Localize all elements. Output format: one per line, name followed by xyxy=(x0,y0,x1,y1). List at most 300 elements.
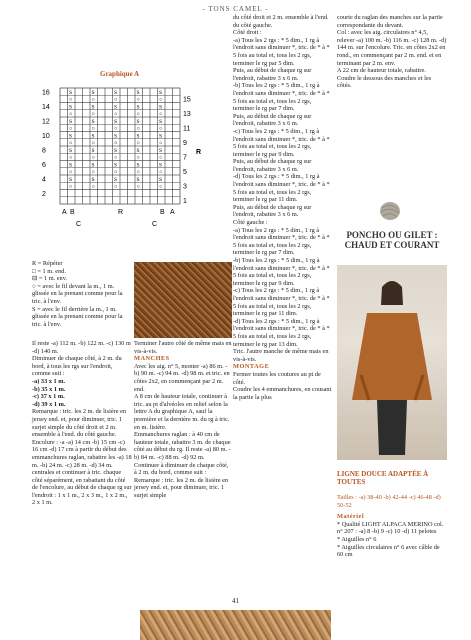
chart-cell xyxy=(120,146,128,153)
chart-cell xyxy=(120,182,128,189)
chart-bottom-label: R xyxy=(118,209,124,216)
chart-cell xyxy=(83,117,91,124)
knit-swatch-image xyxy=(134,262,232,338)
chart-symbol: ○ xyxy=(69,111,73,118)
chart-cell xyxy=(173,95,181,102)
chart-cell xyxy=(98,103,106,110)
chart-symbol: S xyxy=(114,104,118,111)
chart-cell xyxy=(143,103,151,110)
chart-row-label-right: 15 xyxy=(183,96,191,104)
chart-bottom-label: B xyxy=(70,209,75,216)
chart-cell xyxy=(165,153,173,160)
chart-cell xyxy=(150,190,158,197)
chart-symbol: S xyxy=(91,176,95,183)
chart-cell xyxy=(75,197,83,204)
chart-cell xyxy=(165,103,173,110)
chart-cell xyxy=(165,161,173,168)
chart-cell xyxy=(150,110,158,117)
chart-cell xyxy=(120,132,128,139)
text-column-2: Terminer l'autre côté de même mais en vis-à-vis. MANCHES Avec les aig. n° 5, monter -a) 86 m. -b) 90 m. -c) 94 m. -d) 98 m. et tric. en côtes 2x2, en commençant par 2 m. end. A 8 cm de hauteur totale, continuer à tric. au pt d'alvéoles en relief selon la lettre A du graphique A, sauf la première et la dernière m. du rg à tric. en m. lisière. Emmanchures raglan : à 40 cm de hauteur totale, rabattre 3 m. de chaque côté au début du rg. Il reste -a) 80 m. -b) 84 m. -c) 88 m. -d) 92 m. Continuer à diminuer de chaque côté, à 2 m. du bord, comme suit : Remarque : tric. les 2 m. de lisière en jersey end. et, pour diminuer, tric. 1 surjet simple xyxy=(134,340,232,499)
chart-cell xyxy=(120,103,128,110)
legend-item: ○ = avec le fil devant la m., 1 m. glissée en la prenant comme pour la tric. à l'env. xyxy=(32,282,123,305)
chart-cell xyxy=(75,110,83,117)
chart-symbol: S xyxy=(114,89,118,96)
chart-cell xyxy=(120,117,128,124)
chart-cell xyxy=(165,190,173,197)
chart-cell xyxy=(173,153,181,160)
page-header: - TONS CAMEL - xyxy=(202,5,269,13)
chart-cell xyxy=(143,197,151,204)
chart-cell xyxy=(60,110,68,117)
chart-symbol: S xyxy=(91,133,95,140)
chart-symbol: S xyxy=(69,162,73,169)
chart-cell xyxy=(98,110,106,117)
chart-cell xyxy=(173,182,181,189)
chart-row-label-right: 5 xyxy=(183,169,187,176)
chart-legend xyxy=(32,260,132,328)
chart-cell xyxy=(165,197,173,204)
chart-cell xyxy=(150,168,158,175)
chart-cell xyxy=(173,110,181,117)
chart-cell xyxy=(105,168,113,175)
chart-symbol: S xyxy=(136,118,140,125)
chart-cell xyxy=(128,153,136,160)
chart-cell xyxy=(150,197,158,204)
chart-cell xyxy=(60,175,68,182)
chart-cell xyxy=(75,182,83,189)
chart-cell xyxy=(83,190,91,197)
chart-cell xyxy=(105,190,113,197)
chart-cell xyxy=(83,175,91,182)
chart-symbol: S xyxy=(91,104,95,111)
chart-row-label-left: 6 xyxy=(42,161,46,169)
chart-cell xyxy=(165,132,173,139)
chart-symbol: ○ xyxy=(114,184,118,190)
chart-cell xyxy=(173,146,181,153)
chart-cell xyxy=(105,182,113,189)
chart-cell xyxy=(98,182,106,189)
chart-cell xyxy=(83,182,91,189)
chart-cell xyxy=(60,168,68,175)
chart-repeat-label: R xyxy=(196,149,202,156)
chart-row-label-right: 9 xyxy=(183,140,187,147)
chart-cell xyxy=(143,95,151,102)
chart-c-label: C xyxy=(152,221,158,228)
chart-cell xyxy=(128,117,136,124)
chart-cell xyxy=(83,110,91,117)
chart-row-label-right: 13 xyxy=(183,111,191,118)
chart-symbol: S xyxy=(159,89,163,96)
chart-symbol: ○ xyxy=(136,140,140,147)
chart-symbol: ○ xyxy=(159,126,163,132)
chart-cell xyxy=(173,132,181,139)
chart-cell xyxy=(83,161,91,168)
chart-bottom-label: B xyxy=(160,209,165,216)
legend-item: S = avec le fil derrière la m., 1 m. glissée en la prenant comme pour la tric. à l'env. xyxy=(32,305,123,328)
chart-symbol: ○ xyxy=(69,97,73,103)
chart-cell xyxy=(105,146,113,153)
chart-cell xyxy=(83,95,91,102)
chart-bottom-label: A xyxy=(62,209,67,216)
chart-symbol: ○ xyxy=(69,169,73,176)
chart-cell xyxy=(165,110,173,117)
chart-cell xyxy=(128,175,136,182)
chart-cell xyxy=(60,153,68,160)
chart-row-label-right: 3 xyxy=(183,183,187,191)
chart-cell xyxy=(98,88,106,95)
chart-cell xyxy=(75,88,83,95)
chart-cell xyxy=(120,95,128,102)
chart-cell xyxy=(165,95,173,102)
chart-cell xyxy=(90,197,98,204)
chart-cell xyxy=(150,153,158,160)
chart-cell xyxy=(75,190,83,197)
chart-cell xyxy=(128,168,136,175)
chart-cell xyxy=(105,132,113,139)
chart-cell xyxy=(105,117,113,124)
chart-cell xyxy=(165,175,173,182)
chart-symbol: ○ xyxy=(159,140,163,147)
chart-cell xyxy=(98,124,106,131)
chart-symbol: ○ xyxy=(114,97,118,103)
chart-symbol: ○ xyxy=(114,126,118,132)
chart-cell xyxy=(143,139,151,146)
chart-cell xyxy=(98,197,106,204)
chart-cell xyxy=(143,146,151,153)
chart-symbol: S xyxy=(69,133,73,140)
chart-symbol: S xyxy=(159,162,163,169)
chart-symbol: ○ xyxy=(114,169,118,176)
chart-cell xyxy=(113,197,121,204)
chart-symbol: ○ xyxy=(136,155,140,161)
chart-cell xyxy=(105,139,113,146)
chart-cell xyxy=(150,88,158,95)
chart-cell xyxy=(165,117,173,124)
chart-cell xyxy=(165,146,173,153)
chart-symbol: S xyxy=(136,147,140,154)
chart-cell xyxy=(98,146,106,153)
chart-symbol: ○ xyxy=(91,155,95,161)
chart-symbol: S xyxy=(114,147,118,154)
chart-cell xyxy=(60,117,68,124)
chart-symbol: S xyxy=(114,176,118,183)
chart-cell xyxy=(128,103,136,110)
chart-bottom-label: A xyxy=(170,209,175,216)
chart-cell xyxy=(165,168,173,175)
chart-cell xyxy=(75,124,83,131)
chart-row-label-left: 10 xyxy=(42,132,50,140)
chart-cell xyxy=(90,190,98,197)
chart-cell xyxy=(105,124,113,131)
chart-cell xyxy=(128,139,136,146)
yarn-ball-icon xyxy=(378,200,402,222)
chart-symbol: ○ xyxy=(91,169,95,176)
chart-cell xyxy=(83,88,91,95)
chart-symbol: ○ xyxy=(91,126,95,132)
chart-cell xyxy=(143,168,151,175)
chart-cell xyxy=(158,190,166,197)
text-column-1: Il reste -a) 112 m. -b) 122 m. -c) 130 m -d) 140 m. Diminuer de chaque côté, à 2 m. du bord, à tous les rgs sur l'endroit, comme suit : -a) 33 x 1 m. -b) 35 x 1 m. -c) 37 x 1 m. -d) 39 x 1 m. Remarque : tric. les 2 m. de lisière en jersey end. et, pour diminuer, tric. 1 surjet simple du côté droit et 2 m. ensemble à l'end. du côté gauche. Encolure : -a -a) 14 cm -b) 15 cm -c) 16 cm -d) 17 cm à partir du début des emmanchures raglan, rabattre les -a) 18 m. -b) 24 m. -c) 28 m. -d) 34 m. centrales et continuer à tric. chaque côté séparément, en rabattant du côté de l'encolure, au début de chaque rg sur l'endroit : 1 x 1 m., 2 x 3 m., 1 x 2 m., 2 x 1 m. xyxy=(32,340,132,507)
chart-cell xyxy=(150,132,158,139)
chart-row-label-left: 16 xyxy=(42,89,50,97)
chart-cell xyxy=(128,124,136,131)
chart-cell xyxy=(60,124,68,131)
legend-item: ⊟ = 1 m. env. xyxy=(32,275,68,283)
chart-cell xyxy=(143,124,151,131)
chart-symbol: S xyxy=(114,118,118,125)
chart-cell xyxy=(60,132,68,139)
chart-cell xyxy=(75,139,83,146)
text-column-4: courte du raglan des manches sur la partie correspondante du devant. Col : avec les aig. circulaires n° 4,5, relever -a) 100 m. -b) 116 m. -c) 128 m. -d) 144 m. sur l'encolure. Tric. en côtes 2x2 en rond., en commençant par 2 m. end. et en terminant par 2 m. env. A 22 cm de hauteur totale, rabattre. Coudre le dessous des manches et les côtés. xyxy=(337,14,447,90)
knitting-chart xyxy=(40,82,200,242)
chart-cell xyxy=(60,103,68,110)
chart-cell xyxy=(165,182,173,189)
chart-cell xyxy=(75,175,83,182)
chart-cell xyxy=(173,175,181,182)
chart-symbol: ○ xyxy=(136,126,140,132)
chart-cell xyxy=(120,124,128,131)
chart-cell xyxy=(173,168,181,175)
chart-row-label-left: 4 xyxy=(42,176,46,184)
chart-cell xyxy=(165,124,173,131)
chart-cell xyxy=(105,153,113,160)
chart-cell xyxy=(173,197,181,204)
poncho-title: PONCHO OU GILET : CHAUD ET COURANT xyxy=(344,230,440,250)
materials-column: Tailles : -a) 38-40 -b) 42-44 -c) 46-48 -d) 50-52 Matériel * Qualité LIGHT ALPACA MERINO col. n° 207 : -a) 8 -b) 9 -c) 10 -d) 11 pelotes * Aiguilles n° 6 * Aiguilles circulaires n° 6 avec câble de 60 cm xyxy=(337,494,444,559)
chart-title: Graphique A xyxy=(100,70,140,78)
legend-item: R = Répéter xyxy=(32,260,63,267)
chart-symbol: S xyxy=(136,162,140,169)
chart-cell xyxy=(158,197,166,204)
chart-symbol: S xyxy=(91,162,95,169)
chart-symbol: ○ xyxy=(91,184,95,190)
chart-symbol: S xyxy=(114,133,118,140)
chart-cell xyxy=(173,88,181,95)
chart-symbol: S xyxy=(136,104,140,111)
chart-cell xyxy=(150,146,158,153)
chart-cell xyxy=(60,95,68,102)
chart-cell xyxy=(98,95,106,102)
chart-cell xyxy=(68,197,76,204)
chart-cell xyxy=(143,132,151,139)
chart-cell xyxy=(120,110,128,117)
chart-cell xyxy=(120,168,128,175)
chart-cell xyxy=(143,182,151,189)
chart-cell xyxy=(83,197,91,204)
chart-symbol: ○ xyxy=(136,97,140,103)
chart-symbol: ○ xyxy=(69,155,73,161)
chart-symbol: ○ xyxy=(159,169,163,176)
chart-cell xyxy=(150,124,158,131)
chart-cell xyxy=(165,139,173,146)
chart-cell xyxy=(173,139,181,146)
chart-symbol: S xyxy=(136,89,140,96)
chart-cell xyxy=(143,190,151,197)
chart-cell xyxy=(173,161,181,168)
chart-symbol: ○ xyxy=(91,140,95,147)
chart-symbol: S xyxy=(69,104,73,111)
chart-cell xyxy=(105,95,113,102)
chart-cell xyxy=(128,161,136,168)
chart-symbol: ○ xyxy=(69,184,73,190)
chart-cell xyxy=(98,161,106,168)
chart-cell xyxy=(143,175,151,182)
chart-row-label-left: 14 xyxy=(42,103,50,111)
chart-cell xyxy=(98,117,106,124)
model-photo xyxy=(337,265,447,460)
chart-symbol: S xyxy=(91,118,95,125)
chart-cell xyxy=(98,168,106,175)
chart-symbol: S xyxy=(159,104,163,111)
chart-cell xyxy=(98,153,106,160)
chart-row-label-right: 7 xyxy=(183,154,187,162)
chart-symbol: ○ xyxy=(136,111,140,118)
chart-cell xyxy=(98,190,106,197)
chart-cell xyxy=(60,161,68,168)
chart-cell xyxy=(60,197,68,204)
page-number: 41 xyxy=(232,597,239,605)
chart-row-label-right: 1 xyxy=(183,198,187,205)
chart-symbol: S xyxy=(159,176,163,183)
chart-cell xyxy=(105,161,113,168)
chart-cell xyxy=(135,197,143,204)
legend-item: □ = 1 m. end. xyxy=(32,267,66,275)
chart-cell xyxy=(60,146,68,153)
text-column-3: du côté droit et 2 m. ensemble à l'end. du côté gauche. Côté droit : -a) Tous les 2 rgs : * 5 dim., 1 rg à l'endroit sans diminuer *, tric. de * à * 5 fois au total et, tous les 2 rgs, terminer le rg par 5 dim. Puis, au début de chaque rg sur l'endroit, rabattre 3 x 6 m. -b) Tous les 2 rgs : * 5 dim., 1 rg à l'endroit sans diminuer *, tric. de * à * 5 fois au total et, tous les 2 rgs, terminer le rg par 7 dim. Puis, au début de chaque rg sur l'endroit, rabattre 3 x 6 m. -c) Tous les 2 rgs : * 5 dim., 1 rg à l'endroit sans diminuer *, tric. de * à * 5 fois au total et, tous les 2 rgs, terminer le rg par 9 dim. Puis, au début de chaque rg sur l'endroit, rabattre 3 x 6 m. -d) Tous les 2 rgs : * 5 dim., 1 rg à l'endroit sans diminuer *, tric. de * à * 5 fois au total et, tous les 2 rgs, terminer le rg par 11 dim. Puis, au début de chaque rg sur l'endroit, rabattre 3 x 6 m. Côté gauche : -a) Tous les 2 rgs : * 5 dim., 1 rg à l'endroit sans diminuer *, tric. de * à * 5 fois au total et, tous les 2 rgs, terminer le rg par 7 dim. -b) Tous les 2 rgs : * 5 dim., 1 rg à l'endroit sans diminuer *, tric. de * à * 5 fois au total et, tous les 2 rgs, terminer le rg par 9 dim. -c) Tous les 2 rgs : * 5 dim., 1 rg à l'endroit sans diminuer *, tric. de * à * 5 fois au total et, tous les 2 rgs, terminer le rg par 11 dim. -d) Tous les 2 rgs : * 5 dim., 1 rg à l'endroit sans diminuer *, tric. de * à * 5 fois au total et, tous les 2 rgs, terminer le rg par 13 dim. Tric. l'autre manche de même mais en vis-à-vis. MONTAGE Fermer toutes les coutures au pt de côté. Coudre les 4 emmanchures, en cousant la partie la plus xyxy=(233,14,332,401)
chart-symbol: ○ xyxy=(69,140,73,147)
chart-cell xyxy=(135,190,143,197)
chart-cell xyxy=(120,153,128,160)
chart-cell xyxy=(68,190,76,197)
chart-row-label-right: 11 xyxy=(183,125,191,133)
chart-cell xyxy=(98,139,106,146)
chart-cell xyxy=(98,132,106,139)
chart-cell xyxy=(120,190,128,197)
chart-cell xyxy=(105,110,113,117)
chart-cell xyxy=(150,161,158,168)
chart-cell xyxy=(98,175,106,182)
chart-cell xyxy=(143,110,151,117)
chart-cell xyxy=(105,175,113,182)
chart-cell xyxy=(105,103,113,110)
chart-symbol: ○ xyxy=(136,169,140,176)
chart-cell xyxy=(75,117,83,124)
chart-symbol: S xyxy=(69,89,73,96)
footer-swatch-image xyxy=(140,610,331,640)
chart-cell xyxy=(173,190,181,197)
chart-cell xyxy=(150,182,158,189)
chart-cell xyxy=(75,95,83,102)
chart-c-label: C xyxy=(76,221,82,228)
chart-cell xyxy=(128,110,136,117)
chart-symbol: S xyxy=(69,147,73,154)
chart-cell xyxy=(83,124,91,131)
chart-cell xyxy=(173,103,181,110)
chart-cell xyxy=(75,146,83,153)
chart-cell xyxy=(150,103,158,110)
chart-symbol: S xyxy=(69,118,73,125)
chart-symbol: S xyxy=(159,133,163,140)
chart-symbol: S xyxy=(136,176,140,183)
chart-cell xyxy=(83,132,91,139)
chart-symbol: ○ xyxy=(114,140,118,147)
chart-symbol: S xyxy=(91,89,95,96)
chart-cell xyxy=(128,88,136,95)
chart-symbol: ○ xyxy=(114,155,118,161)
chart-cell xyxy=(75,132,83,139)
chart-symbol: S xyxy=(91,147,95,154)
chart-cell xyxy=(60,88,68,95)
chart-cell xyxy=(143,153,151,160)
chart-row-label-left: 2 xyxy=(42,190,46,198)
subtitle: LIGNE DOUCE ADAPTÉE À TOUTES xyxy=(337,470,429,486)
chart-cell xyxy=(75,153,83,160)
chart-cell xyxy=(150,117,158,124)
chart-cell xyxy=(173,124,181,131)
chart-cell xyxy=(75,103,83,110)
chart-cell xyxy=(120,197,128,204)
chart-cell xyxy=(128,197,136,204)
chart-cell xyxy=(83,103,91,110)
chart-cell xyxy=(105,197,113,204)
chart-cell xyxy=(143,117,151,124)
chart-symbol: ○ xyxy=(91,97,95,103)
chart-symbol: ○ xyxy=(159,155,163,161)
chart-symbol: ○ xyxy=(159,184,163,190)
chart-row-label-left: 12 xyxy=(42,118,50,126)
chart-cell xyxy=(105,88,113,95)
chart-cell xyxy=(143,161,151,168)
chart-cell xyxy=(60,182,68,189)
chart-symbol: ○ xyxy=(136,184,140,190)
chart-cell xyxy=(173,117,181,124)
chart-symbol: ○ xyxy=(159,111,163,118)
chart-symbol: S xyxy=(136,133,140,140)
chart-cell xyxy=(150,175,158,182)
chart-cell xyxy=(75,168,83,175)
chart-cell xyxy=(113,190,121,197)
chart-symbol: ○ xyxy=(91,111,95,118)
chart-symbol: ○ xyxy=(114,111,118,118)
chart-symbol: S xyxy=(114,162,118,169)
chart-cell xyxy=(120,139,128,146)
chart-cell xyxy=(128,146,136,153)
chart-cell xyxy=(60,190,68,197)
chart-cell xyxy=(75,161,83,168)
chart-cell xyxy=(150,95,158,102)
chart-symbol: ○ xyxy=(159,97,163,103)
chart-cell xyxy=(143,88,151,95)
chart-cell xyxy=(83,139,91,146)
chart-cell xyxy=(128,190,136,197)
chart-cell xyxy=(128,182,136,189)
chart-symbol: ○ xyxy=(69,126,73,132)
chart-cell xyxy=(128,95,136,102)
chart-cell xyxy=(120,161,128,168)
chart-cell xyxy=(60,139,68,146)
chart-symbol: S xyxy=(159,118,163,125)
chart-symbol: S xyxy=(69,176,73,183)
chart-cell xyxy=(83,146,91,153)
chart-cell xyxy=(83,153,91,160)
chart-symbol: S xyxy=(159,147,163,154)
chart-cell xyxy=(120,175,128,182)
chart-cell xyxy=(128,132,136,139)
chart-cell xyxy=(120,88,128,95)
chart-cell xyxy=(83,168,91,175)
chart-cell xyxy=(150,139,158,146)
chart-row-label-left: 8 xyxy=(42,147,46,155)
